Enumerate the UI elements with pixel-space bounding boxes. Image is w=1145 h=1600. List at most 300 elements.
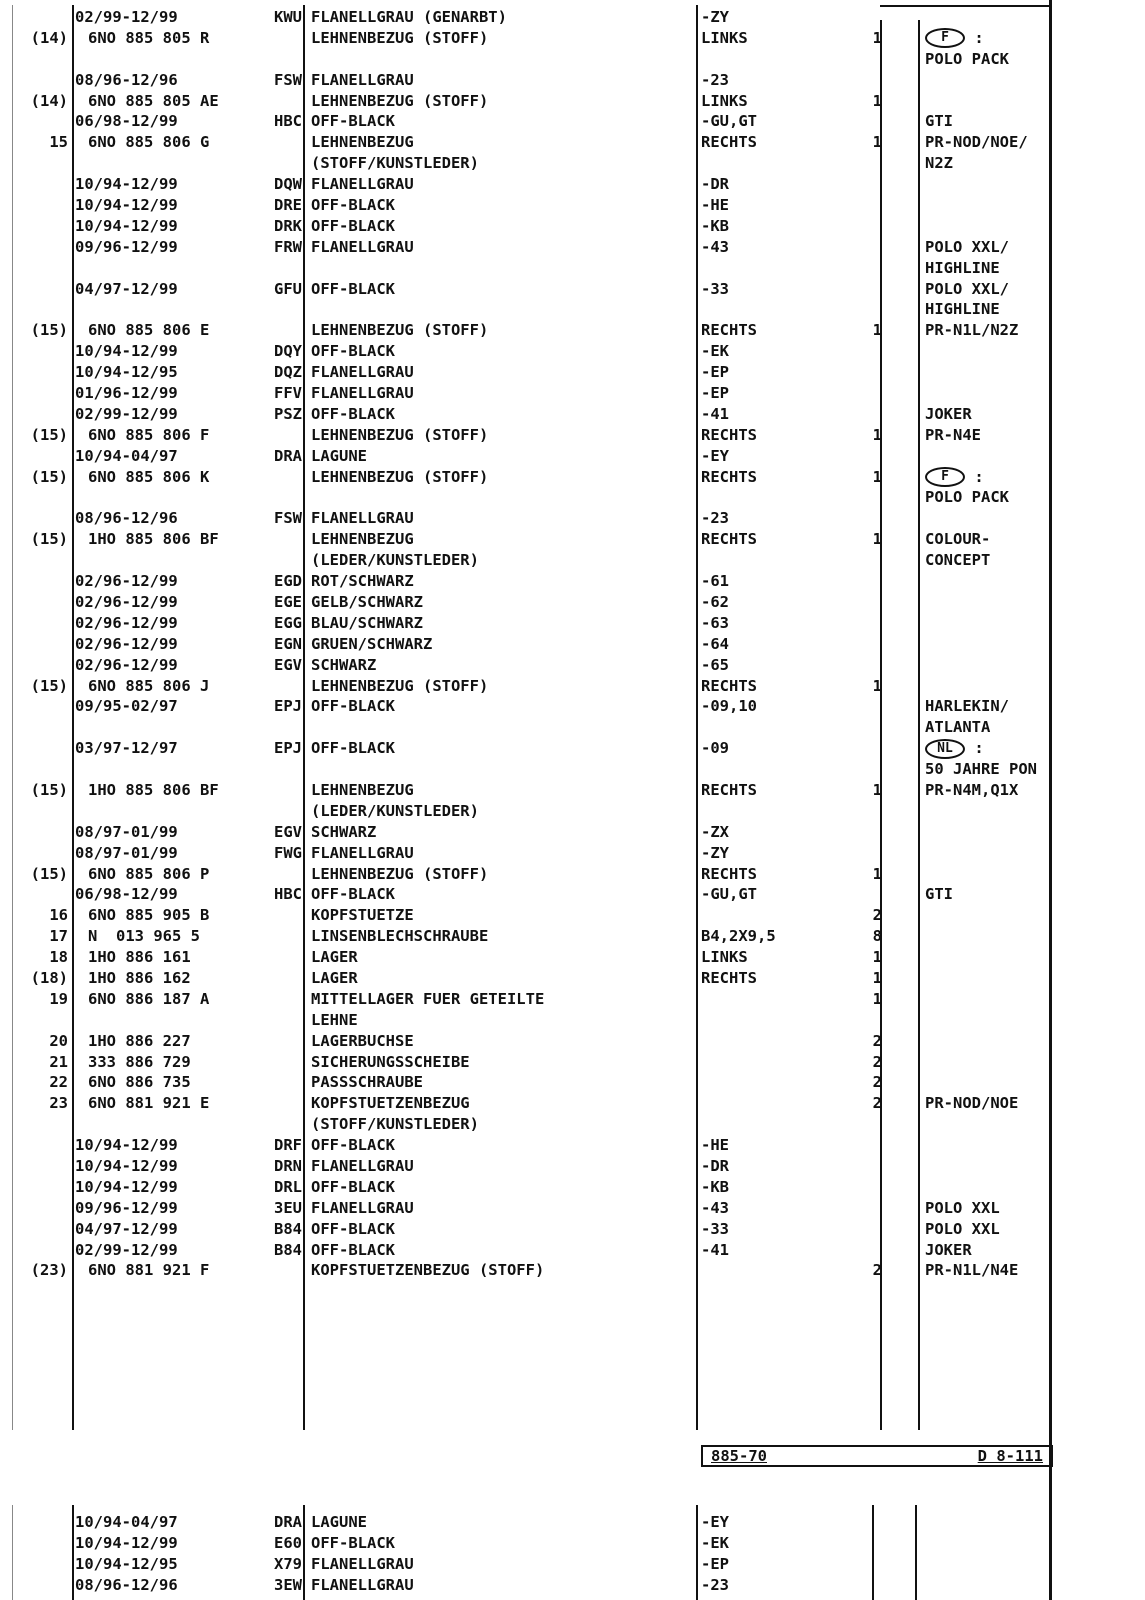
color-code: DRF xyxy=(274,1136,302,1155)
note: -DR xyxy=(701,175,729,194)
date-range: 10/94-12/99 xyxy=(75,1136,178,1155)
description: (LEDER/KUNSTLEDER) xyxy=(311,551,479,570)
remark: GTI xyxy=(925,885,953,904)
table-row xyxy=(0,634,1145,655)
description: OFF-BLACK xyxy=(311,697,395,716)
position-number: (15) xyxy=(30,530,68,549)
part-number: 1HO 885 806 BF xyxy=(88,780,219,799)
table-row xyxy=(0,1156,1145,1177)
description: FLANELLGRAU xyxy=(311,1554,414,1573)
color-code: PSZ xyxy=(274,404,302,423)
quantity: 1 xyxy=(872,968,882,987)
table-row xyxy=(0,446,1145,467)
table-row xyxy=(0,216,1145,237)
remark: POLO XXL/ xyxy=(925,237,1009,256)
table-row xyxy=(0,1114,1145,1135)
date-range: 10/94-12/99 xyxy=(75,216,178,235)
description: (LEDER/KUNSTLEDER) xyxy=(311,801,479,820)
description: LEHNENBEZUG (STOFF) xyxy=(311,425,489,444)
date-range: 08/96-12/96 xyxy=(75,70,178,89)
note: -09 xyxy=(701,739,729,758)
table-row xyxy=(0,1052,1145,1073)
remark: POLO XXL/ xyxy=(925,279,1009,298)
position-number: 16 xyxy=(49,906,68,925)
remark: POLO XXL xyxy=(925,1198,1000,1217)
description: OFF-BLACK xyxy=(311,1136,395,1155)
color-code: FSW xyxy=(274,509,302,528)
position-number: (15) xyxy=(30,676,68,695)
color-code: B84 xyxy=(274,1240,302,1259)
color-code: X79 xyxy=(274,1554,302,1573)
color-code: EGV xyxy=(274,822,302,841)
country-code-circle-icon: NL xyxy=(925,739,965,759)
part-number: 1HO 886 227 xyxy=(88,1031,191,1050)
note: -63 xyxy=(701,613,729,632)
color-code: DRK xyxy=(274,216,302,235)
remark: POLO XXL xyxy=(925,1219,1000,1238)
remark: PR-N1L/N4E xyxy=(925,1261,1019,1280)
note: RECHTS xyxy=(701,425,757,444)
note: -HE xyxy=(701,196,729,215)
table-row xyxy=(0,28,1145,49)
position-number: 18 xyxy=(49,948,68,967)
note: -EP xyxy=(701,384,729,403)
table-row xyxy=(0,905,1145,926)
remark: CONCEPT xyxy=(925,551,991,570)
part-number: 6NO 885 806 P xyxy=(88,864,210,883)
position-number: 19 xyxy=(49,989,68,1008)
note: -23 xyxy=(701,509,729,528)
remark: COLOUR- xyxy=(925,530,991,549)
quantity: 1 xyxy=(872,780,882,799)
color-code: 3EU xyxy=(274,1198,302,1217)
quantity: 1 xyxy=(872,321,882,340)
note: B4,2X9,5 xyxy=(701,927,776,946)
note: -65 xyxy=(701,655,729,674)
table-row xyxy=(0,49,1145,70)
color-code: DQY xyxy=(274,342,302,361)
quantity: 1 xyxy=(872,989,882,1008)
table-row xyxy=(0,1575,1145,1596)
part-number: 6NO 886 735 xyxy=(88,1073,191,1092)
table-row xyxy=(0,1177,1145,1198)
color-code: FFV xyxy=(274,384,302,403)
part-number: 6NO 885 805 R xyxy=(88,28,210,47)
color-code: EGD xyxy=(274,572,302,591)
description: GELB/SCHWARZ xyxy=(311,592,423,611)
country-badge xyxy=(925,467,984,488)
table-row xyxy=(0,1093,1145,1114)
position-number: 17 xyxy=(49,927,68,946)
note: -GU,GT xyxy=(701,885,757,904)
color-code: HBC xyxy=(274,112,302,131)
position-number: 23 xyxy=(49,1094,68,1113)
quantity: 1 xyxy=(872,467,882,486)
date-range: 02/96-12/99 xyxy=(75,592,178,611)
note: -23 xyxy=(701,70,729,89)
note: LINKS xyxy=(701,28,748,47)
position-number: (18) xyxy=(30,968,68,987)
description: LAGUNE xyxy=(311,1513,367,1531)
note: RECHTS xyxy=(701,530,757,549)
date-range: 10/94-12/99 xyxy=(75,196,178,215)
description: OFF-BLACK xyxy=(311,1533,395,1552)
description: PASSSCHRAUBE xyxy=(311,1073,423,1092)
quantity: 2 xyxy=(872,1073,882,1092)
country-badge xyxy=(925,738,984,759)
quantity: 1 xyxy=(872,91,882,110)
position-number: (14) xyxy=(30,91,68,110)
table-row xyxy=(0,467,1145,488)
date-range: 06/98-12/99 xyxy=(75,112,178,131)
description: LEHNENBEZUG (STOFF) xyxy=(311,321,489,340)
remark: POLO PACK xyxy=(925,488,1009,507)
note: -43 xyxy=(701,237,729,256)
position-number: (15) xyxy=(30,864,68,883)
date-range: 10/94-12/95 xyxy=(75,363,178,382)
table-row xyxy=(0,153,1145,174)
position-number: (14) xyxy=(30,28,68,47)
table-row xyxy=(0,696,1145,717)
date-range: 09/96-12/99 xyxy=(75,1198,178,1217)
description: ROT/SCHWARZ xyxy=(311,572,414,591)
position-number: (15) xyxy=(30,425,68,444)
table-row xyxy=(0,383,1145,404)
table-row xyxy=(0,1031,1145,1052)
date-range: 02/99-12/99 xyxy=(75,1240,178,1259)
table-row xyxy=(0,717,1145,738)
note: RECHTS xyxy=(701,780,757,799)
date-range: 03/97-12/97 xyxy=(75,739,178,758)
description: FLANELLGRAU xyxy=(311,363,414,382)
table-row xyxy=(0,279,1145,300)
note: -ZY xyxy=(701,843,729,862)
description: OFF-BLACK xyxy=(311,1240,395,1259)
table-row xyxy=(0,1260,1145,1281)
remark: ATLANTA xyxy=(925,718,991,737)
table-row xyxy=(0,571,1145,592)
remark: PR-NOD/NOE xyxy=(925,1094,1019,1113)
part-number: 6NO 885 806 E xyxy=(88,321,210,340)
position-number: 20 xyxy=(49,1031,68,1050)
date-range: 04/97-12/99 xyxy=(75,1219,178,1238)
table-row xyxy=(0,111,1145,132)
table-row xyxy=(0,655,1145,676)
remark: PR-N4E xyxy=(925,425,981,444)
part-number: N 013 965 5 xyxy=(88,927,200,946)
note: -DR xyxy=(701,1156,729,1175)
color-code: GFU xyxy=(274,279,302,298)
country-badge xyxy=(925,28,984,49)
date-range: 08/96-12/96 xyxy=(75,509,178,528)
table-row xyxy=(0,676,1145,697)
date-range: 10/94-12/99 xyxy=(75,1156,178,1175)
table-row xyxy=(0,362,1145,383)
parts-table xyxy=(0,7,1145,1281)
page-reference-box xyxy=(701,1445,1053,1467)
table-row xyxy=(0,70,1145,91)
date-range: 10/94-12/95 xyxy=(75,1554,178,1573)
badge-suffix: : xyxy=(965,28,984,47)
table-row xyxy=(0,132,1145,153)
position-number: 22 xyxy=(49,1073,68,1092)
description: LEHNE xyxy=(311,1010,358,1029)
next-page-table xyxy=(0,1512,1145,1596)
color-code: EGE xyxy=(274,592,302,611)
note: -KB xyxy=(701,216,729,235)
note: -EY xyxy=(701,446,729,465)
date-range: 10/94-12/99 xyxy=(75,1177,178,1196)
part-number: 6NO 885 806 K xyxy=(88,467,210,486)
table-row xyxy=(0,1512,1145,1533)
color-code: DQZ xyxy=(274,363,302,382)
remark: JOKER xyxy=(925,1240,972,1259)
description: OFF-BLACK xyxy=(311,1219,395,1238)
note: RECHTS xyxy=(701,467,757,486)
date-range: 08/97-01/99 xyxy=(75,822,178,841)
table-row xyxy=(0,968,1145,989)
color-code: EGN xyxy=(274,634,302,653)
part-number: 6NO 885 806 J xyxy=(88,676,210,695)
position-number: (15) xyxy=(30,780,68,799)
table-row xyxy=(0,7,1145,28)
description: FLANELLGRAU xyxy=(311,384,414,403)
date-range: 10/94-04/97 xyxy=(75,1513,178,1531)
part-number: 1HO 886 162 xyxy=(88,968,191,987)
description: OFF-BLACK xyxy=(311,342,395,361)
note: LINKS xyxy=(701,948,748,967)
table-row xyxy=(0,780,1145,801)
description: LEHNENBEZUG (STOFF) xyxy=(311,864,489,883)
remark: POLO PACK xyxy=(925,49,1009,68)
color-code: EPJ xyxy=(274,739,302,758)
date-range: 02/96-12/99 xyxy=(75,572,178,591)
part-number: 1HO 886 161 xyxy=(88,948,191,967)
position-number: (23) xyxy=(30,1261,68,1280)
table-row xyxy=(0,299,1145,320)
description: KOPFSTUETZE xyxy=(311,906,414,925)
description: LEHNENBEZUG (STOFF) xyxy=(311,91,489,110)
note: -KB xyxy=(701,1177,729,1196)
note: -41 xyxy=(701,404,729,423)
quantity: 2 xyxy=(872,1261,882,1280)
quantity: 1 xyxy=(872,864,882,883)
note: LINKS xyxy=(701,91,748,110)
remark: PR-N1L/N2Z xyxy=(925,321,1019,340)
note: -23 xyxy=(701,1575,729,1594)
note: -62 xyxy=(701,592,729,611)
table-row xyxy=(0,404,1145,425)
color-code: E60 xyxy=(274,1533,302,1552)
note: -41 xyxy=(701,1240,729,1259)
description: LEHNENBEZUG xyxy=(311,133,414,152)
table-row xyxy=(0,1198,1145,1219)
position-number: 21 xyxy=(49,1052,68,1071)
color-code: FSW xyxy=(274,70,302,89)
color-code: EPJ xyxy=(274,697,302,716)
quantity: 1 xyxy=(872,676,882,695)
quantity: 2 xyxy=(872,1052,882,1071)
note: -GU,GT xyxy=(701,112,757,131)
table-row xyxy=(0,195,1145,216)
date-range: 01/96-12/99 xyxy=(75,384,178,403)
color-code: DRA xyxy=(274,446,302,465)
description: OFF-BLACK xyxy=(311,216,395,235)
table-row xyxy=(0,738,1145,759)
description: LEHNENBEZUG (STOFF) xyxy=(311,467,489,486)
part-number: 6NO 885 806 G xyxy=(88,133,210,152)
table-row xyxy=(0,1072,1145,1093)
part-number: 333 886 729 xyxy=(88,1052,191,1071)
table-row xyxy=(0,926,1145,947)
table-row xyxy=(0,759,1145,780)
description: SCHWARZ xyxy=(311,655,377,674)
table-row xyxy=(0,1010,1145,1031)
date-range: 10/94-04/97 xyxy=(75,446,178,465)
date-range: 08/97-01/99 xyxy=(75,843,178,862)
date-range: 02/96-12/99 xyxy=(75,613,178,632)
table-row xyxy=(0,258,1145,279)
description: LEHNENBEZUG xyxy=(311,530,414,549)
description: LEHNENBEZUG (STOFF) xyxy=(311,676,489,695)
color-code: DRE xyxy=(274,196,302,215)
table-row xyxy=(0,613,1145,634)
remark: JOKER xyxy=(925,404,972,423)
date-range: 04/97-12/99 xyxy=(75,279,178,298)
part-number: 6NO 885 805 AE xyxy=(88,91,219,110)
note: -EK xyxy=(701,342,729,361)
country-code-circle-icon: F xyxy=(925,28,965,48)
table-row xyxy=(0,1554,1145,1575)
part-number: 6NO 881 921 E xyxy=(88,1094,210,1113)
table-row xyxy=(0,320,1145,341)
table-row xyxy=(0,508,1145,529)
description: BLAU/SCHWARZ xyxy=(311,613,423,632)
table-row xyxy=(0,487,1145,508)
table-row xyxy=(0,822,1145,843)
quantity: 1 xyxy=(872,133,882,152)
table-row xyxy=(0,1219,1145,1240)
part-number: 1HO 885 806 BF xyxy=(88,530,219,549)
table-row xyxy=(0,425,1145,446)
country-code-circle-icon: F xyxy=(925,467,965,487)
description: FLANELLGRAU xyxy=(311,1575,414,1594)
color-code: KWU xyxy=(274,8,302,26)
description: FLANELLGRAU xyxy=(311,70,414,89)
page-reference-right: D 8-111 xyxy=(977,1447,1043,1465)
description: GRUEN/SCHWARZ xyxy=(311,634,433,653)
note: -43 xyxy=(701,1198,729,1217)
quantity: 1 xyxy=(872,948,882,967)
table-row xyxy=(0,550,1145,571)
table-row xyxy=(0,864,1145,885)
table-row xyxy=(0,989,1145,1010)
quantity: 2 xyxy=(872,1031,882,1050)
color-code: HBC xyxy=(274,885,302,904)
color-code: B84 xyxy=(274,1219,302,1238)
description: (STOFF/KUNSTLEDER) xyxy=(311,1115,479,1134)
note: -64 xyxy=(701,634,729,653)
description: FLANELLGRAU xyxy=(311,843,414,862)
note: -09,10 xyxy=(701,697,757,716)
description: FLANELLGRAU xyxy=(311,237,414,256)
description: LAGER xyxy=(311,968,358,987)
quantity: 1 xyxy=(872,530,882,549)
date-range: 10/94-12/99 xyxy=(75,342,178,361)
table-row xyxy=(0,1240,1145,1261)
color-code: DRN xyxy=(274,1156,302,1175)
description: LAGER xyxy=(311,948,358,967)
description: FLANELLGRAU xyxy=(311,1156,414,1175)
table-row xyxy=(0,237,1145,258)
note: RECHTS xyxy=(701,968,757,987)
description: SCHWARZ xyxy=(311,822,377,841)
remark: HIGHLINE xyxy=(925,258,1000,277)
description: FLANELLGRAU xyxy=(311,509,414,528)
description: OFF-BLACK xyxy=(311,1177,395,1196)
quantity: 1 xyxy=(872,28,882,47)
quantity: 8 xyxy=(872,927,882,946)
description: LEHNENBEZUG xyxy=(311,780,414,799)
note: -EY xyxy=(701,1513,729,1531)
description: FLANELLGRAU (GENARBT) xyxy=(311,8,507,26)
quantity: 2 xyxy=(872,906,882,925)
note: -EP xyxy=(701,363,729,382)
page-reference-left: 885-70 xyxy=(711,1447,767,1465)
part-number: 6NO 885 905 B xyxy=(88,906,210,925)
description: FLANELLGRAU xyxy=(311,175,414,194)
remark: 50 JAHRE PON xyxy=(925,760,1037,779)
description: OFF-BLACK xyxy=(311,112,395,131)
description: KOPFSTUETZENBEZUG xyxy=(311,1094,470,1113)
color-code: FRW xyxy=(274,237,302,256)
table-row xyxy=(0,341,1145,362)
table-row xyxy=(0,947,1145,968)
table-row xyxy=(0,1533,1145,1554)
note: -61 xyxy=(701,572,729,591)
description: LEHNENBEZUG (STOFF) xyxy=(311,28,489,47)
date-range: 02/99-12/99 xyxy=(75,404,178,423)
position-number: (15) xyxy=(30,467,68,486)
color-code: DQW xyxy=(274,175,302,194)
note: -33 xyxy=(701,1219,729,1238)
badge-suffix: : xyxy=(965,467,984,486)
table-row xyxy=(0,884,1145,905)
description: (STOFF/KUNSTLEDER) xyxy=(311,154,479,173)
date-range: 02/96-12/99 xyxy=(75,634,178,653)
remark: GTI xyxy=(925,112,953,131)
part-number: 6NO 881 921 F xyxy=(88,1261,210,1280)
note: -EP xyxy=(701,1554,729,1573)
badge-suffix: : xyxy=(965,739,984,758)
color-code: 3EW xyxy=(274,1575,302,1594)
table-row xyxy=(0,1135,1145,1156)
note: RECHTS xyxy=(701,676,757,695)
description: LAGUNE xyxy=(311,446,367,465)
description: KOPFSTUETZENBEZUG (STOFF) xyxy=(311,1261,545,1280)
date-range: 06/98-12/99 xyxy=(75,885,178,904)
remark: HARLEKIN/ xyxy=(925,697,1009,716)
note: RECHTS xyxy=(701,864,757,883)
remark: PR-NOD/NOE/ xyxy=(925,133,1028,152)
description: OFF-BLACK xyxy=(311,739,395,758)
note: RECHTS xyxy=(701,133,757,152)
note: -EK xyxy=(701,1533,729,1552)
table-row xyxy=(0,801,1145,822)
date-range: 09/96-12/99 xyxy=(75,237,178,256)
date-range: 08/96-12/96 xyxy=(75,1575,178,1594)
table-row xyxy=(0,529,1145,550)
